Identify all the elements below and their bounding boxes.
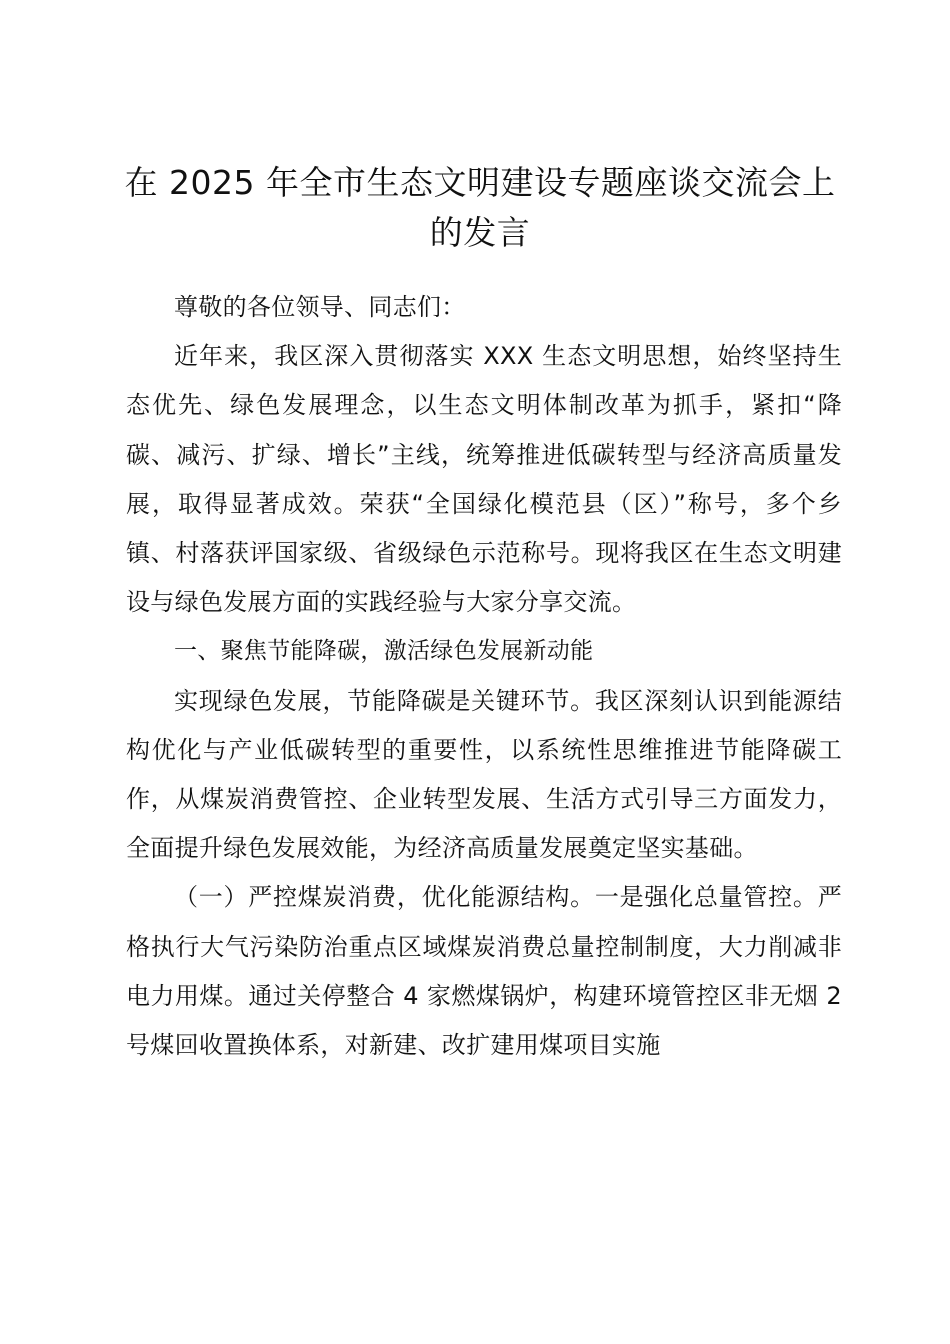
paragraph-subsection-1: （一）严控煤炭消费，优化能源结构。一是强化总量管控。严格执行大气污染防治重点区域煤炭消费总量控制制度，大力削减非电力用煤。通过关停整合 4 家燃煤锅炉，构建环境管控区非无烟 2 号煤回收置换体系，对新建、改扩建用煤项目实施 xyxy=(126,883,842,1060)
paragraph-section-1: 实现绿色发展，节能降碳是关键环节。我区深刻认识到能源结构优化与产业低碳转型的重要性，以系统性思维推进节能降碳工作，从煤炭消费管控、企业转型发展、生活方式引导三方面发力，全面提升绿色发展效能，为经济高质量发展奠定坚实基础。 xyxy=(126,686,842,863)
paragraph-intro: 近年来，我区深入贯彻落实 XXX 生态文明思想，始终坚持生态优先、绿色发展理念，以生态文明体制改革为抓手，紧扣“降碳、减污、扩绿、增长”主线，统筹推进低碳转型与经济高质量发展，取得显著成效。荣获“全国绿化模范县（区）”称号，多个乡镇、村落获评国家级、省级绿色示范称号。现将我区在生态文明建设与绿色发展方面的实践经验与大家分享交流。 xyxy=(126,342,842,617)
section-heading-1: 一、聚焦节能降碳，激活绿色发展新动能 xyxy=(174,638,594,665)
document-title: 在 2025 年全市生态文明建设专题座谈交流会上的发言 xyxy=(124,163,836,252)
greeting: 尊敬的各位领导、同志们： xyxy=(174,293,466,321)
document-body xyxy=(126,283,842,1070)
